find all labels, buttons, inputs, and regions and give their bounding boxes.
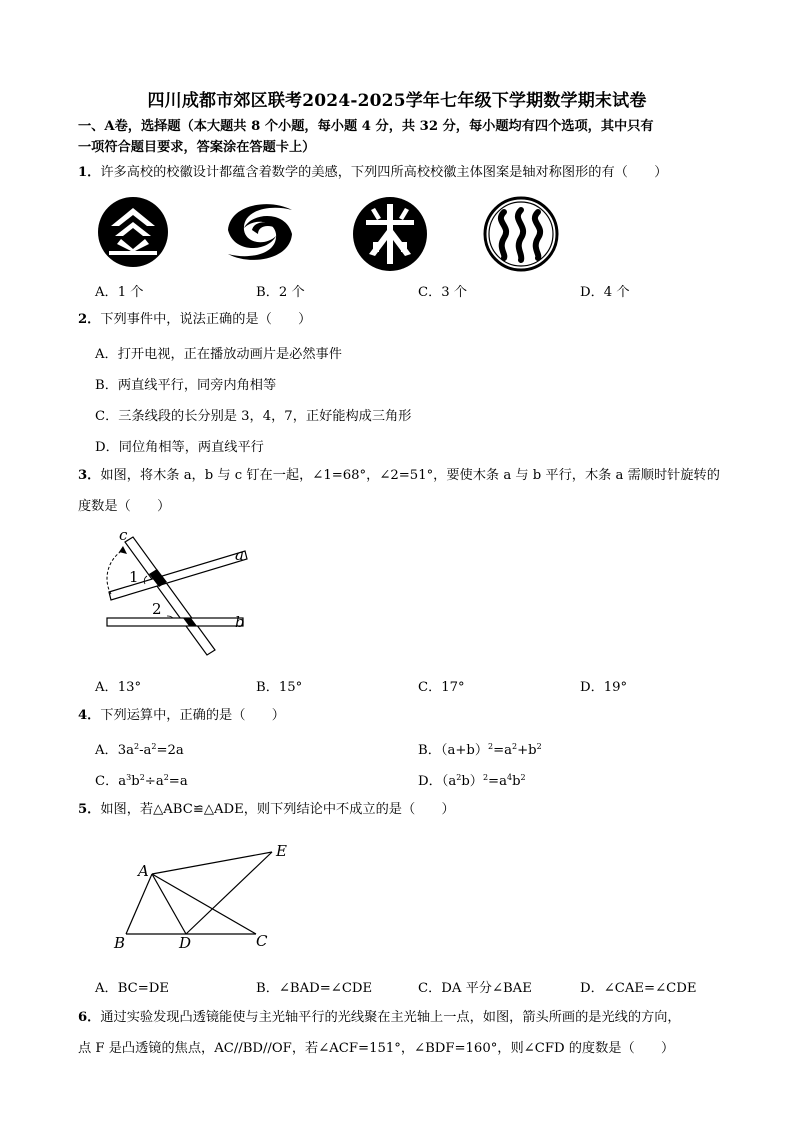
q5-option-a[interactable]: A．BC=DE [95,981,169,996]
exponent: 2 [139,773,145,782]
q2-option-c[interactable]: C．三条线段的长分别是 3，4，7，正好能构成三角形 [95,409,412,424]
q4-option-a[interactable] [95,739,184,758]
expr-part: +b [517,743,537,758]
emblem-3-icon [351,196,429,272]
label-C: C [256,932,268,950]
emblem-1-icon [97,196,169,268]
question-4 [78,706,285,726]
exponent: 2 [151,742,157,751]
question-text: 下列事件中，说法正确的是（ ） [100,312,312,327]
exponent: 2 [536,742,542,751]
question-text: 如图，将木条 a，b 与 c 钉在一起，∠1=68°，∠2=51°，要使木条 a 与 b 平行，木条 a 需顺时针旋转的 [100,468,720,483]
q3-option-b[interactable]: B．15° [256,680,303,695]
emblem-2-icon [222,196,298,268]
section-heading-line2: 一项符合题目要求，答案涂在答题卡上） [78,140,316,155]
exponent: 2 [163,773,169,782]
question-5 [78,800,455,820]
expr-part: b） [461,774,483,789]
q2-option-b[interactable]: B．两直线平行，同旁内角相等 [95,378,277,393]
exponent: 4 [506,773,513,782]
expr-part: -a [139,743,152,758]
question-6 [78,1008,681,1028]
question-3 [78,466,720,486]
label-b: b [235,613,245,631]
q3-option-a[interactable]: A．13° [95,680,142,695]
label-c: c [119,526,128,544]
expr-part: =a [168,774,188,789]
question-text: 许多高校的校徽设计都蕴含着数学的美感，下列四所高校校徽主体图案是轴对称图形的有（ ） [100,165,668,180]
expr-part: ÷a [144,774,164,789]
question-1 [78,163,667,183]
label-A: A [138,862,149,880]
expr-part: =a [493,743,513,758]
expr-part: D．（a [418,774,457,789]
exponent: 2 [520,773,526,782]
expr-part: b [512,774,521,789]
label-D: D [179,934,192,952]
question-text: 下列运算中，正确的是（ ） [100,708,285,723]
q4-option-c[interactable] [95,770,188,789]
label-angle-2: 2 [152,600,162,618]
q5-option-c[interactable]: C．DA 平分∠BAE [418,981,532,996]
expr-part: b [131,774,140,789]
q2-option-d[interactable]: D．同位角相等，两直线平行 [95,440,264,455]
q5-option-d[interactable]: D．∠CAE=∠CDE [580,981,697,996]
expr-part: C．a [95,774,127,789]
expr-part: A．3a [95,743,134,758]
label-angle-1: 1 [129,568,139,586]
label-a: a [235,546,244,564]
section-heading-line1: 一、A卷，选择题（本大题共 8 个小题，每小题 4 分，共 32 分，每小题均有四个选项，其中只有 [78,119,654,134]
q2-option-a[interactable]: A．打开电视，正在播放动画片是必然事件 [95,347,342,362]
exponent: 3 [126,773,132,782]
q4-option-d[interactable] [418,770,526,789]
page-title: 四川成都市郊区联考2024-2025学年七年级下学期数学期末试卷 [147,91,647,111]
question-text: 如图，若△ABC≌△ADE，则下列结论中不成立的是（ ） [100,802,455,817]
expr-part: B．（a+b） [418,743,489,758]
expr-part: =a [488,774,507,789]
question-number: 5． [78,802,101,817]
q3-option-d[interactable]: D．19° [580,680,628,695]
emblem-4-icon [482,196,560,272]
triangle-figure [110,838,300,952]
question-2 [78,310,311,330]
q5-option-b[interactable]: B．∠BAD=∠CDE [256,981,373,996]
wood-strips-figure [95,526,255,660]
label-B: B [114,934,126,952]
exponent: 2 [482,773,489,782]
question-number: 1． [78,165,101,180]
question-3-continued: 度数是（ ） [78,499,171,514]
question-6-continued: 点 F 是凸透镜的焦点，AC//BD//OF，若∠ACF=151°，∠BDF=160°，则∠CFD 的度数是（ ） [78,1041,675,1056]
q4-option-b[interactable] [418,739,542,758]
label-E: E [276,842,287,860]
question-number: 2． [78,312,101,327]
exponent: 2 [512,742,518,751]
question-number: 4． [78,708,101,723]
question-number: 3． [78,468,101,483]
exponent: 2 [133,742,140,751]
question-number: 6． [78,1010,101,1025]
q1-option-a[interactable]: A．1 个 [95,285,144,300]
q1-option-d[interactable]: D．4 个 [580,285,630,300]
q3-option-c[interactable]: C．17° [418,680,465,695]
q1-option-b[interactable]: B．2 个 [256,285,305,300]
question-text: 通过实验发现凸透镜能使与主光轴平行的光线聚在主光轴上一点，如图，箭头所画的是光线的方向， [100,1010,681,1025]
exponent: 2 [456,773,462,782]
expr-part: =2a [156,743,184,758]
q1-option-c[interactable]: C．3 个 [418,285,468,300]
exponent: 2 [488,742,494,751]
